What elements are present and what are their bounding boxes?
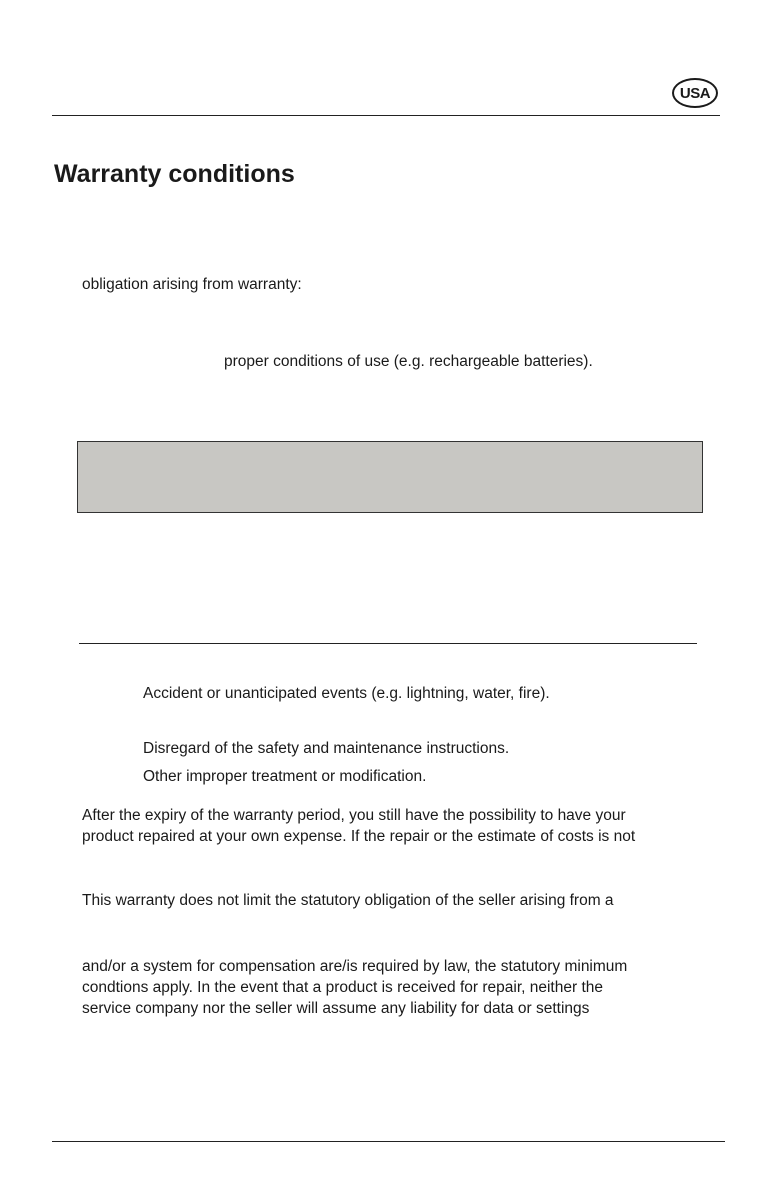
obligation-line: obligation arising from warranty: bbox=[82, 276, 302, 293]
note-box bbox=[77, 441, 703, 513]
country-badge-usa bbox=[672, 78, 718, 108]
expiry-paragraph-line-1: After the expiry of the warranty period, you still have the possibility to have your bbox=[82, 807, 626, 824]
footer-rule bbox=[52, 1141, 725, 1142]
compensation-paragraph-line-1: and/or a system for compensation are/is required by law, the statutory minimum bbox=[82, 958, 628, 975]
proper-conditions-line: proper conditions of use (e.g. rechargeable batteries). bbox=[224, 353, 593, 370]
page-title: Warranty conditions bbox=[54, 160, 295, 188]
exclusion-item-improper-treatment: Other improper treatment or modification. bbox=[143, 768, 427, 785]
expiry-paragraph-line-2: product repaired at your own expense. If the repair or the estimate of costs is not bbox=[82, 828, 636, 845]
statutory-paragraph-line-1: This warranty does not limit the statutory obligation of the seller arising from a bbox=[82, 892, 614, 909]
exclusion-item-disregard: Disregard of the safety and maintenance instructions. bbox=[143, 740, 510, 757]
exclusion-item-accident: Accident or unanticipated events (e.g. lightning, water, fire). bbox=[143, 685, 550, 702]
country-badge-label: USA bbox=[679, 84, 711, 102]
section-rule bbox=[79, 643, 697, 644]
compensation-paragraph-line-3: service company nor the seller will assume any liability for data or settings bbox=[82, 1000, 590, 1017]
header-rule bbox=[52, 115, 720, 116]
compensation-paragraph-line-2: condtions apply. In the event that a product is received for repair, neither the bbox=[82, 979, 603, 996]
